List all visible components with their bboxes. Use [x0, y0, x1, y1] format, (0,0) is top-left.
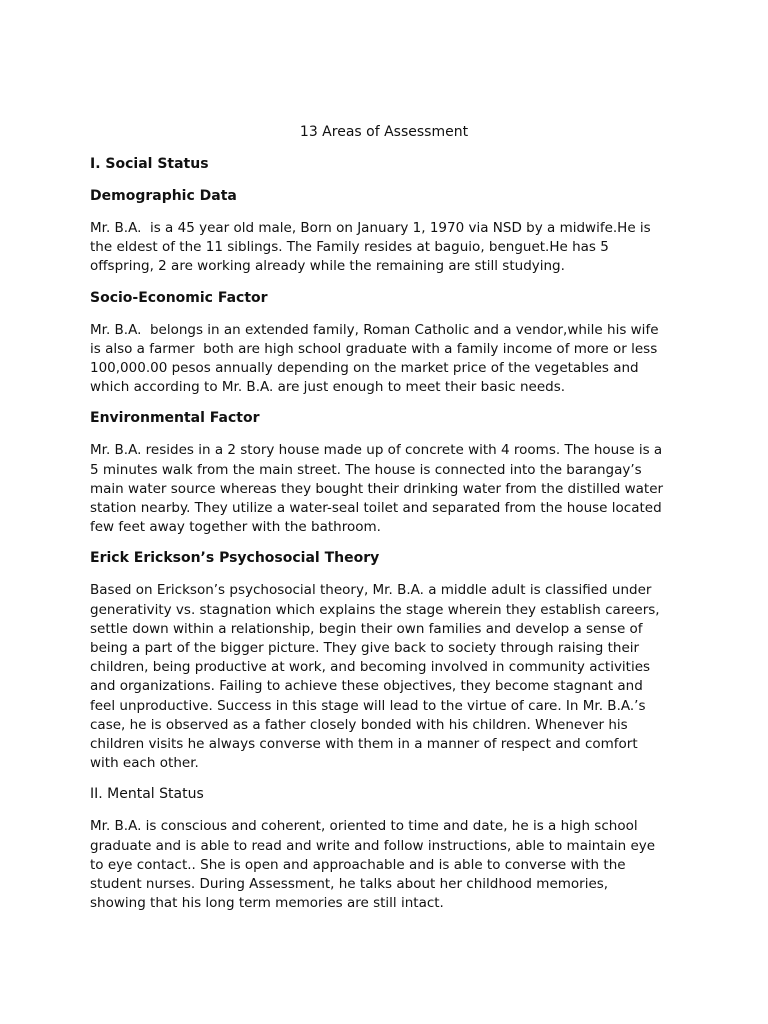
- paragraph-line: main water source whereas they bought their drinking water from the distilled water: [90, 480, 664, 497]
- subheading-socio-economic: Socio-Economic Factor: [90, 289, 268, 306]
- paragraph-erickson: [90, 581, 686, 773]
- paragraph-line: which according to Mr. B.A. are just enough to meet their basic needs.: [90, 379, 566, 396]
- page-title: 13 Areas of Assessment: [299, 124, 469, 140]
- paragraph-socio-economic: [90, 321, 686, 398]
- paragraph-line: is also a farmer both are high school graduate with a family income of more or less: [90, 340, 658, 357]
- paragraph-line: children, being productive at work, and becoming involved in community activities: [90, 659, 651, 676]
- paragraph-line: children visits he always converse with them in a manner of respect and comfort: [90, 736, 638, 753]
- paragraph-line: station nearby. They utilize a water-seal toilet and separated from the house located: [90, 500, 662, 517]
- paragraph-line: 100,000.00 pesos annually depending on the market price of the vegetables and: [90, 360, 639, 377]
- paragraph-line: generativity vs. stagnation which explains the stage wherein they establish careers,: [90, 601, 660, 618]
- paragraph-line: 5 minutes walk from the main street. The house is connected into the barangay’s: [90, 461, 642, 478]
- document-body: [90, 155, 686, 913]
- paragraph-environmental: [90, 441, 686, 537]
- section-heading-social-status: I. Social Status: [90, 156, 209, 172]
- paragraph-line: and organizations. Failing to achieve these objectives, they become stagnant and: [90, 678, 643, 695]
- paragraph-mental-status: [90, 817, 686, 913]
- paragraph-line: student nurses. During Assessment, he talks about her childhood memories,: [90, 876, 609, 893]
- paragraph-line: settle down within a relationship, begin their own families and develop a sense of: [90, 620, 643, 637]
- paragraph-line: case, he is observed as a father closely bonded with his children. Whenever his: [90, 716, 628, 733]
- subheading-environmental: Environmental Factor: [90, 410, 260, 427]
- paragraph-line: Mr. B.A. resides in a 2 story house made up of concrete with 4 rooms. The house is a: [90, 442, 663, 459]
- paragraph-line: to eye contact.. She is open and approachable and is able to converse with the: [90, 856, 626, 873]
- paragraph-line: being a part of the bigger picture. They give back to society through raising their: [90, 640, 640, 657]
- paragraph-line: few feet away together with the bathroom.: [90, 519, 381, 536]
- paragraph-demographic: [90, 219, 686, 277]
- paragraph-line: Mr. B.A. is a 45 year old male, Born on January 1, 1970 via NSD by a midwife.He is: [90, 220, 651, 236]
- paragraph-line: Based on Erickson’s psychosocial theory, Mr. B.A. a middle adult is classified under: [90, 582, 652, 599]
- subheading-demographic-data: Demographic Data: [90, 188, 237, 204]
- paragraph-line: showing that his long term memories are still intact.: [90, 895, 444, 912]
- paragraph-line: Mr. B.A. is conscious and coherent, oriented to time and date, he is a high school: [90, 818, 638, 835]
- section-heading-mental-status: II. Mental Status: [90, 786, 204, 803]
- paragraph-line: graduate and is able to read and write and follow instructions, able to maintain eye: [90, 837, 656, 854]
- paragraph-line: the eldest of the 11 siblings. The Family resides at baguio, benguet.He has 5: [90, 239, 609, 256]
- paragraph-line: offspring, 2 are working already while the remaining are still studying.: [90, 258, 565, 275]
- paragraph-line: feel unproductive. Success in this stage will lead to the virtue of care. In Mr. B.A.’s: [90, 697, 646, 714]
- paragraph-line: with each other.: [90, 755, 199, 772]
- paragraph-line: Mr. B.A. belongs in an extended family, Roman Catholic and a vendor,while his wife: [90, 321, 659, 338]
- subheading-erickson-theory: Erick Erickson’s Psychosocial Theory: [90, 550, 380, 567]
